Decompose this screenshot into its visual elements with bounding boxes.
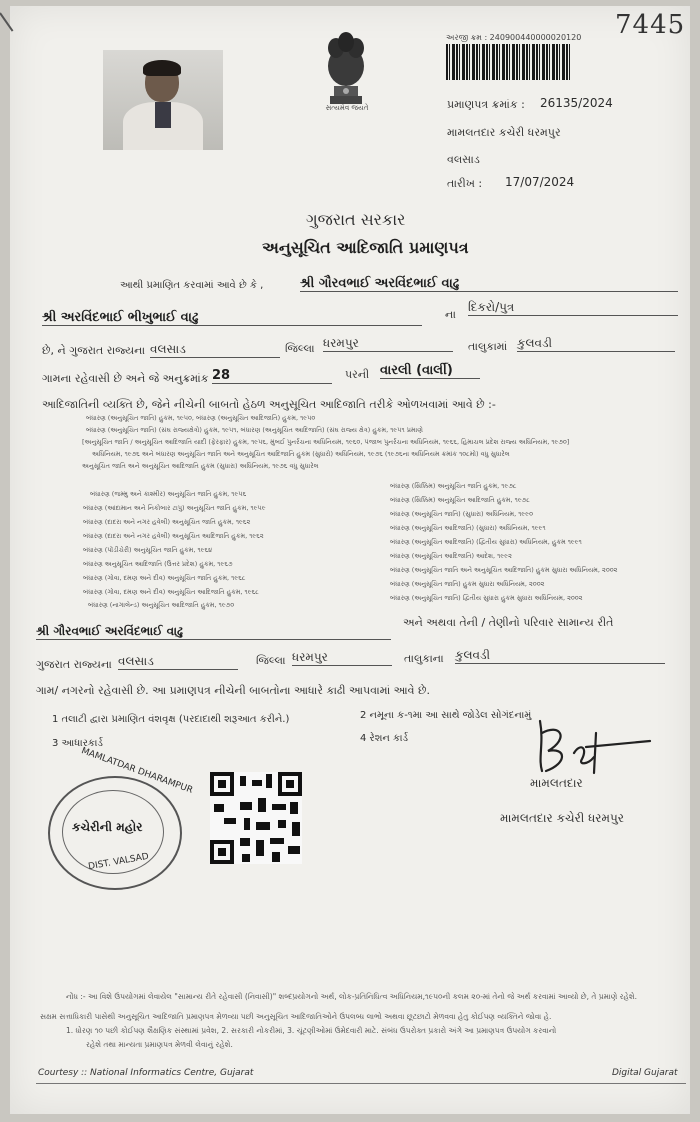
serial-number: 28 (212, 368, 332, 384)
taluka-label: તાલુકામાં (468, 340, 508, 353)
seal-top-text: MAMLATDAR DHARAMPUR (79, 746, 195, 796)
left-order: બંધારણ (આંદામાન અને નિકોબાર ટાપુ) અનુસૂચિત જાતિ હુકમ, ૧૯૫૯ (83, 504, 266, 512)
order-line: [અનુસૂચિત જાતિ / અનુસૂચિત આદિજાતિ યાદી (ફેરફાર) હુકમ, ૧૯૫૬, મુંબઈ પુનર્રચના અધિનિયમ, ૧૯૬૦, પંજાબ પુનર્રચના અધિનિયમ, ૧૯૬૬, હિમાચલ પ્રદેશ રાજ્ય અધિનિયમ, ૧૯૭૦] (82, 438, 570, 446)
state-text-2: ગુજરાત રાજ્યના (36, 658, 112, 671)
left-order: બંધારણ અનુસૂચિત આદિજાતિ (ઉત્તર પ્રદેશ) હુકમ, ૧૯૬૭ (83, 560, 233, 568)
certificate-no: 26135/2024 (540, 96, 613, 110)
right-order: બંધારણ (અનુસૂચિત જાતિ) હુકમ સુધારા અધિનિયમ, ૨૦૦૨ (390, 580, 545, 588)
signature-office: મામલતદાર કચેરી ધરમપુર (500, 811, 624, 825)
right-order: બંધારણ (અનુસૂચિત જાતિ અને અનુસૂચિત આદિજાતિ) હુકમ સુધારા અધિનિયમ, ૨૦૦૨ (390, 566, 618, 574)
footer-digital-gujarat: Digital Gujarat (612, 1068, 678, 1078)
basis-item: 3 આધારકાર્ડ (52, 738, 103, 749)
left-order: બંધારણ (નાગાલેન્ડ) અનુસૂચિત આદિજાતિ હુકમ, ૧૯૭૦ (88, 601, 235, 609)
seal-bottom-text: DIST. VALSAD (87, 851, 150, 873)
certify-text: આથી પ્રમાણિત કરવામાં આવે છે કે , (120, 280, 264, 291)
issuing-office: મામલતદાર કચેરી ધરમપુર (447, 126, 561, 139)
basis-item: 2 નમૂના ક-૧મા આ સાથે જોડેલ સોગંદનામું (360, 710, 532, 721)
footer-divider (36, 1083, 686, 1084)
basis-text: ગામ/ નગરનો રહેવાસી છે. આ પ્રમાણપત્ર નીચેની બાબતોના આધારે કાઢી આપવામાં આવે છે. (36, 684, 431, 697)
applicant-name-repeat: શ્રી ગૌરવભાઈ અરવિંદભાઈ વાઢુ (36, 624, 391, 640)
left-order: બંધારણ (દાદરા અને નગર હવેલી) અનુસૂચિત જાતિ હુકમ, ૧૯૬૨ (83, 518, 251, 526)
order-line: અનુસૂચિત જાતિ અને અનુસૂચિત આદિજાતિ હુકમ (સુધારા) અધિનિયમ, ૧૯૭૬ વધુ સુધારેલ (82, 462, 319, 470)
barcode (446, 44, 572, 80)
applicant-photo (103, 50, 223, 150)
taluka-value-2: ધરમપુર (292, 650, 392, 666)
right-order: બંધારણ (સિક્કિમ) અનુસૂચિત આદિજાતિ હુકમ, ૧૯૭૮ (390, 496, 530, 504)
tribe-name: વારલી (વાર્લી) (380, 363, 480, 379)
footnote-3: 1. ધોરણ ૧૦ પછી કોઈપણ શૈક્ષણિક સંસ્થામાં પ્રવેશ, 2. સરકારી નોકરીમાં, 3. ચૂંટણીઓમાં ઉમેદવારી માટે. સંબંધ ઉપરોક્ત પ્રકારો અંગે આ પ્રમાણપત્ર ઉપયોગ કરવાનો (66, 1026, 557, 1035)
para-label: પરની (345, 368, 370, 381)
footnote-4: રહેશે તથા માન્યતા પ્રમાણપત્ર મેળવી લેવાનું રહેશે. (86, 1040, 233, 1049)
footer-courtesy: Courtesy :: National Informatics Centre, Gujarat (38, 1068, 254, 1078)
date-label: તારીખ : (447, 177, 483, 190)
district-label-2: જિલ્લા (256, 654, 286, 667)
basis-item: 4 રેશન કાર્ડ (360, 733, 409, 744)
right-order: બંધારણ (અનુસૂચિત આદિજાતિ) આદેશ, ૧૯૯૨ (390, 552, 512, 560)
seal-center-text: કચેરીની મહોર (72, 820, 143, 834)
signature-title: મામલતદાર (530, 776, 583, 790)
father-name: શ્રી અરવિંદભાઈ ભીખુભાઈ વાઢુ (42, 310, 422, 326)
left-order: બંધારણ (દાદરા અને નગર હવેલી) અનુસૂચિત આદિજાતિ હુકમ, ૧૯૬૨ (83, 532, 264, 540)
right-order: બંધારણ (અનુસૂચિત જાતિ) (સુધારા) અધિનિયમ, ૧૯૯૦ (390, 510, 533, 518)
certificate-title: અનુસૂચિત આદિજાતિ પ્રમાણપત્ર (262, 238, 469, 257)
right-order: બંધારણ (અનુસૂચિત આદિજાતિ) (સુધારા) અધિનિયમ, ૧૯૯૧ (390, 524, 546, 532)
taluka-value: ધરમપુર (323, 336, 453, 352)
district-top: વલસાડ (447, 153, 480, 166)
handwritten-number: 7445 (615, 10, 686, 40)
left-order: બંધારણ (જમ્મુ અને કાશ્મીર) અનુસૂચિત જાતિ હુકમ, ૧૯૫૬ (90, 490, 247, 498)
relation: દિકરો/પુત્ર (468, 300, 678, 316)
tribe-text: આદિજાતિની વ્યક્તિ છે, જેને નીચેની બાબતો હેઠળ અનુસૂચિત આદિજાતિ તરીકે ઓળખવામાં આવે છે :- (42, 398, 496, 411)
right-order: બંધારણ (સિક્કિમ) અનુસૂચિત જાતિ હુકમ, ૧૯૭૮ (390, 482, 517, 490)
footnote: નોંધ :- આ વિશે ઉપયોગમાં લેવાયેલ "સામાન્ય રીતે રહેવાસી (નિવાસી)" શબ્દપ્રયોગનો અર્થ, લોક-પ્રતિનિધિત્વ અધિનિયમ,૧૯૫૦ની કલમ ૨૦-માં તેનો જે અર્થ કરવામાં આવ્યો છે, તે પ્રમાણે રહેશે. (66, 992, 638, 1001)
village-2: કુલવડી (455, 648, 665, 664)
family-text: અને અથવા તેની / તેણીનો પરિવાર સામાન્ય રીતે (403, 616, 614, 629)
right-order: બંધારણ (અનુસૂચિત જાતિ) દ્વિતીય સુધારા હુકમ સુધારા અધિનિયમ, ૨૦૦૨ (390, 594, 583, 602)
left-order: બંધારણ (ગોવા, દમણ અને દીવ) અનુસૂચિત જાતિ હુકમ, ૧૯૬૮ (83, 574, 246, 582)
order-line: અધિનિયમ, ૧૯૭૬ અને બંધારણ અનુસૂચિત જાતિ અને અનુસૂચિત આદિજાતિ હુકમ (સુધારો) અધિનિયમ, ૧૯૭૬ (૧૯૭૬ના અધિનિયમ ક્રમાંક ૧૦૮મો) વધુ સુધારેલ (92, 450, 510, 458)
na-label: ના (445, 308, 456, 321)
left-order: બંધારણ (ગોવા, દમણ અને દીવ) અનુસૂચિત આદિજાતિ હુકમ, ૧૯૬૮ (83, 588, 259, 596)
village: કુલવડી (517, 336, 675, 352)
state-text: છે, ને ગુજરાત રાજ્યના (42, 344, 146, 357)
state-district: વલસાડ (150, 342, 280, 358)
issue-date: 17/07/2024 (505, 175, 575, 189)
order-line: બંધારણ (અનુસૂચિત જાતિ) (સંઘ રાજ્યક્ષેત્રો) હુકમ, ૧૯૫૧, બંધારણ (અનુસૂચિત આદિજાતિ) (સંઘ રાજ્ય ક્ષેત્ર) હુકમ, ૧૯૫૧ પ્રમાણે (86, 426, 423, 434)
national-emblem-icon (318, 26, 374, 116)
basis-item: 1 તલાટી દ્વારા પ્રમાણિત વંશવૃક્ષ (પરદાદાથી શરૂઆત કરીને.) (52, 714, 290, 725)
government-title: ગુજરાત સરકાર (306, 210, 406, 229)
application-number: અરજી ક્રમ : 240900440000020120 (446, 33, 582, 42)
taluka-label-2: તાલુકાના (404, 652, 444, 665)
qr-code (210, 772, 302, 864)
district-label: જિલ્લા (285, 342, 315, 355)
footnote-2: સક્ષમ સત્તાધિકારી પાસેથી અનુસૂચિત આદિજાતિ પ્રમાણપત્ર મેળવ્યા પછી અનુસૂચિત આદિજાતિઓને ઉપલબ્ધ લાભો અથવા છૂટછાટો મેળવવા હેતુ કોઈપણ વ્યક્તિને જોવા હે. (40, 1012, 552, 1021)
applicant-name: શ્રી ગૌરવભાઈ અરવિંદભાઈ વાઢુ (300, 276, 678, 292)
order-line: બંધારણ (અનુસૂચિત જાતિ) હુકમ, ૧૯૫૦, બંધારણ (અનુસૂચિત આદિજાતિ) હુકમ, ૧૯૫૦ (86, 414, 316, 422)
resident-text: ગામના રહેવાસી છે અને જે અનુક્રમાંક (42, 372, 209, 385)
state-district-2: વલસાડ (118, 654, 238, 670)
right-order: બંધારણ (અનુસૂચિત આદિજાતિ) (દ્વિતીય સુધારા) અધિનિયમ, હુકમ ૧૯૯૧ (390, 538, 582, 546)
signature (530, 713, 660, 783)
emblem-caption: સત્યમેવ જયતે (325, 104, 369, 112)
certificate-no-label: પ્રમાણપત્ર ક્રમાંક : (447, 98, 525, 111)
left-order: બંધારણ (પોંડીચેરી) અનુસૂચિત જાતિ હુકમ, ૧૯૬૪ (83, 546, 213, 554)
